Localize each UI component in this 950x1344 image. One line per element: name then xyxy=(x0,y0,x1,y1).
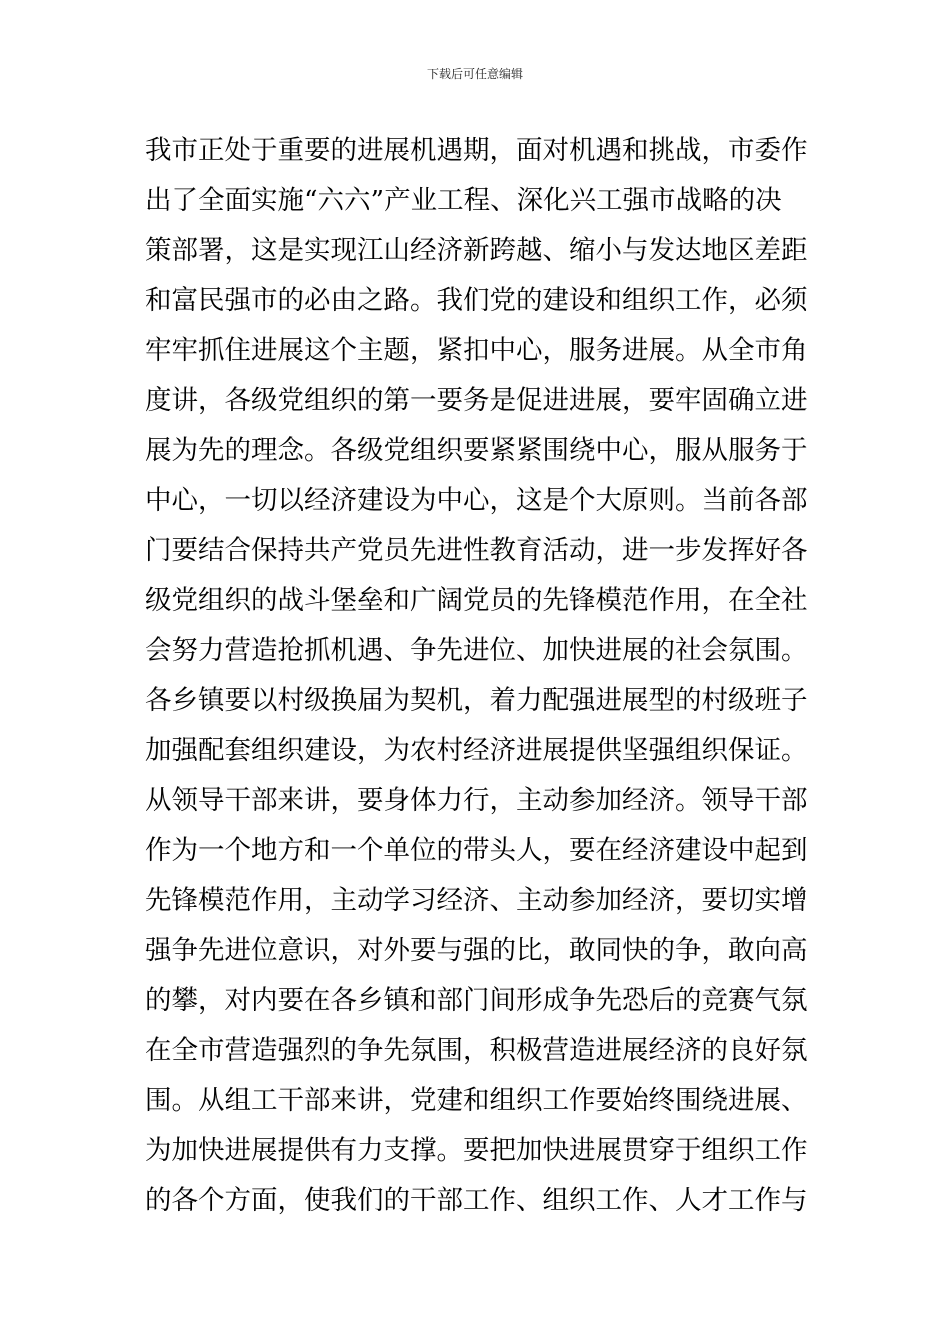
text-line: 门要结合保持共产党员先进性教育活动，进一步发挥好各 xyxy=(145,535,808,566)
text-line: 度讲，各级党组织的第一要务是促进进展，要牢固确立进 xyxy=(145,385,808,416)
text-line: 从领导干部来讲，要身体力行，主动参加经济。领导干部 xyxy=(145,785,808,816)
text-line: 策部署，这是实现江山经济新跨越、缩小与发达地区差距 xyxy=(145,235,808,266)
text-line: 会努力营造抢抓机遇、争先进位、加快进展的社会氛围。 xyxy=(145,635,808,666)
body-text xyxy=(145,126,815,1226)
text-line: 围。从组工干部来讲，党建和组织工作要始终围绕进展、 xyxy=(145,1085,808,1116)
text-line: 展为先的理念。各级党组织要紧紧围绕中心，服从服务于 xyxy=(145,435,808,466)
text-line: 作为一个地方和一个单位的带头人，要在经济建设中起到 xyxy=(145,835,808,866)
text-line: 的各个方面，使我们的干部工作、组织工作、人才工作与 xyxy=(145,1185,808,1216)
text-line: 级党组织的战斗堡垒和广阔党员的先锋模范作用，在全社 xyxy=(145,585,808,616)
page-header: 下载后可任意编辑 xyxy=(426,67,523,81)
text-line: 我市正处于重要的进展机遇期，面对机遇和挑战，市委作 xyxy=(145,135,808,166)
text-line: 的攀，对内要在各乡镇和部门间形成争先恐后的竞赛气氛 xyxy=(145,985,808,1016)
text-line: 各乡镇要以村级换届为契机，着力配强进展型的村级班子 xyxy=(145,685,808,716)
text-line: 先锋模范作用，主动学习经济、主动参加经济，要切实增 xyxy=(145,885,808,916)
text-line: 牢牢抓住进展这个主题，紧扣中心，服务进展。从全市角 xyxy=(145,335,808,366)
text-line: 加强配套组织建设，为农村经济进展提供坚强组织保证。 xyxy=(145,735,808,766)
text-line: 在全市营造强烈的争先氛围，积极营造进展经济的良好氛 xyxy=(145,1035,808,1066)
text-line: 强争先进位意识，对外要与强的比，敢同快的争，敢向高 xyxy=(145,935,808,966)
text-line: 出了全面实施“六六”产业工程、深化兴工强市战略的决 xyxy=(145,185,782,216)
text-line: 和富民强市的必由之路。我们党的建设和组织工作，必须 xyxy=(145,285,808,316)
text-line: 中心，一切以经济建设为中心，这是个大原则。当前各部 xyxy=(145,485,808,516)
text-line: 为加快进展提供有力支撑。要把加快进展贯穿于组织工作 xyxy=(145,1135,808,1166)
